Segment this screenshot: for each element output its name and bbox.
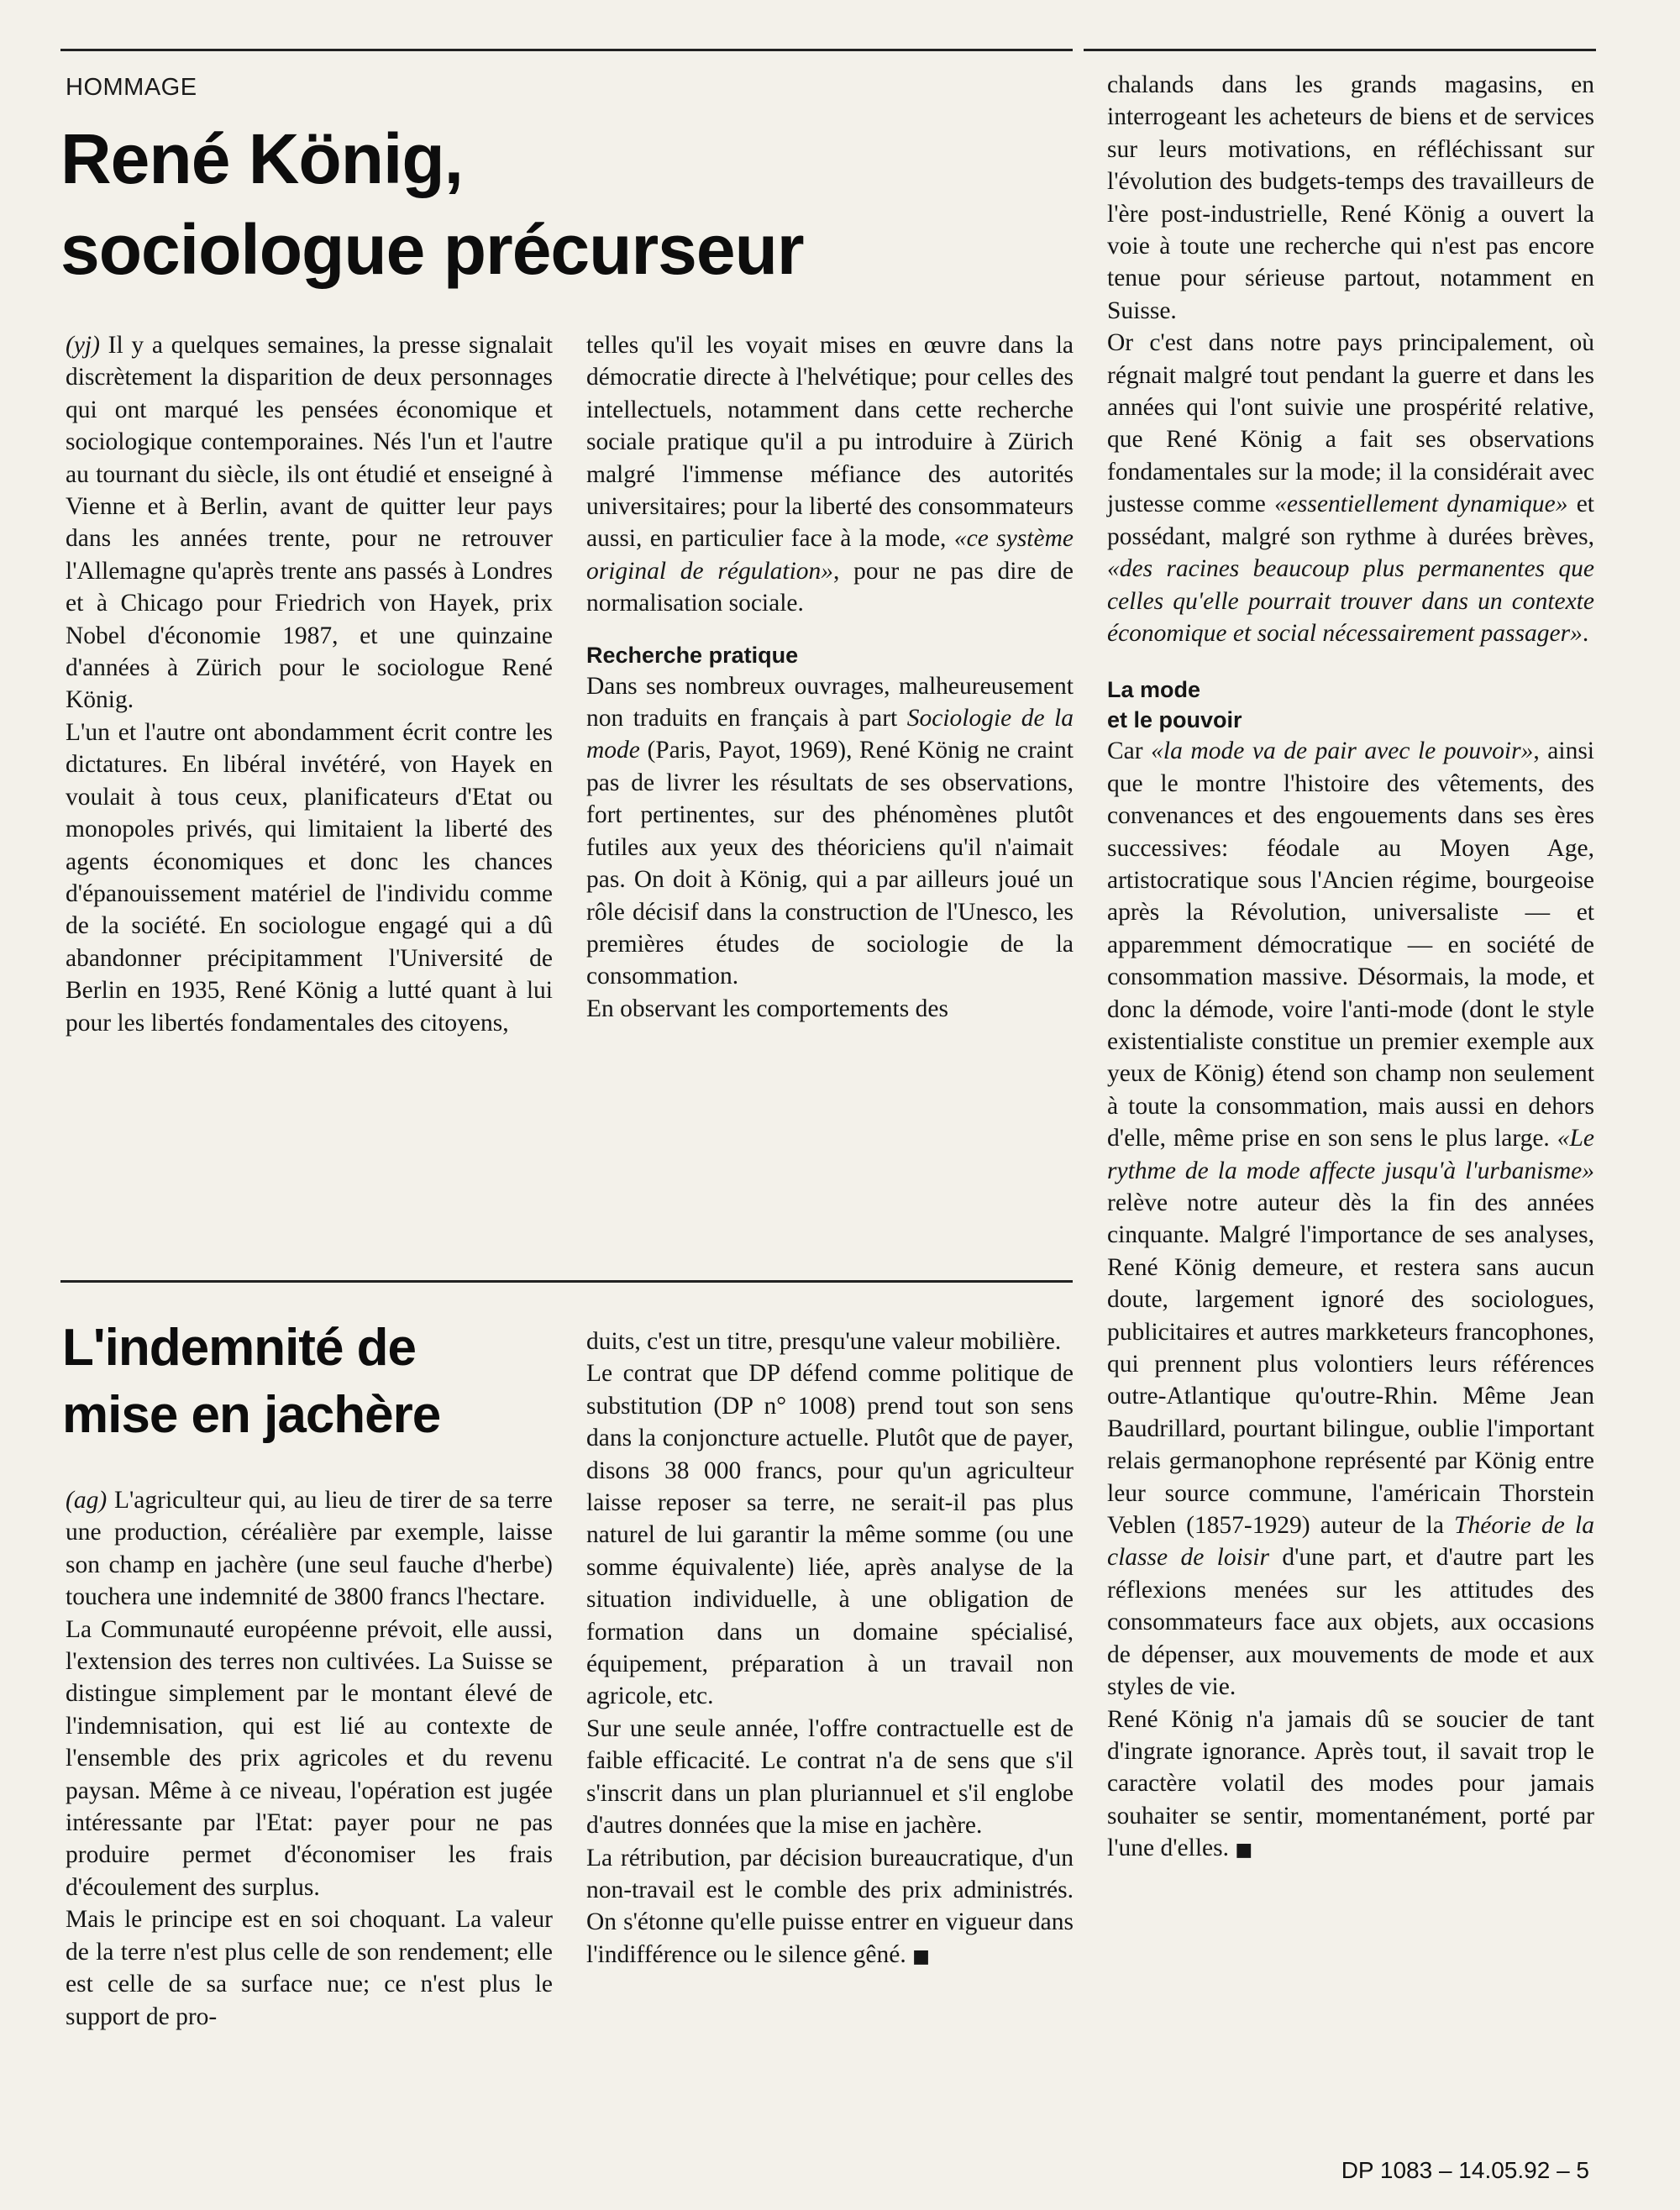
paragraph: En observant les comportements des — [586, 995, 948, 1022]
author-initials: (yj) — [66, 332, 100, 359]
article-title-line-2: sociologue précurseur — [60, 210, 804, 289]
page-footer: DP 1083 – 14.05.92 – 5 — [1341, 2157, 1589, 2183]
quote: «la mode va de pair avec le pouvoir» — [1151, 738, 1534, 765]
top-rule — [60, 49, 1073, 51]
paragraph: chalands dans les grands magasins, en interrogeant les acheteurs de biens et de services sur leurs motivations, en réfléchissant sur l'évolution des budgets-temps des travailleurs de l'ère post-industrielle, René König a ouvert la voie à toute une recherche qui n'est pas encore tenue pour sérieuse partout, notamment en Suisse. — [1107, 71, 1594, 324]
paragraph: Or c'est dans notre pays principalement, où régnait malgré tout pendant la guerre et dans les années qui l'ont suivie une prospérité relative, que René König a fait ses observations fondamentales sur la mode; il la considérait avec justesse comme «essentiellement dynamique» et possédant, malgré son rythme à durées brèves, «des racines beaucoup plus permanentes que celles qu'elle pourrait trouver dans un contexte économique et social nécessairement passager». — [1107, 329, 1594, 647]
article-title-line-1: René König, — [60, 119, 464, 198]
article2-title — [62, 1315, 533, 1449]
quote: «des racines beaucoup plus permanentes que celles qu'elle pourrait trouver dans un contexte économique et social nécessairement passager» — [1107, 555, 1594, 647]
paragraph: telles qu'il les voyait mises en œuvre dans la démocratie directe à l'helvétique; pour celles des intellectuels, notamment dans cette recherche sociale pratique qu'il a pu introduire à Zürich malgré l'immense méfiance des autorités universitaires; pour la liberté des consommateurs aussi, en particulier face à la mode, «ce système original de régulation», pour ne pas dire de normalisation sociale. — [586, 332, 1074, 617]
paragraph: Car «la mode va de pair avec le pouvoir», ainsi que le montre l'histoire des vêtements, des convenances et des engouements dans ses ères successives: féodale au Moyen Age, artistocratique sous l'Ancien régime, bourgeoise après la Révolution, universaliste — et apparemment démocratique — en société de consommation massive. Désormais, la mode, et donc la démode, voire l'anti-mode (dont le style existentialiste constitue un premier exemple aux yeux de König) étend son champ non seulement à toute la consommation, mais aussi en dehors d'elle, même prise en son sens le plus large. «Le rythme de la mode affecte jusqu'à l'urbanisme» relève notre auteur dès la fin des années cinquante. Malgré l'importance de ses analyses, René König demeure, et restera sans aucun doute, largement ignoré des sociologues, publicitaires et autres markketeurs francophones, qui prennent plus volontiers leurs références outre-Atlantique qu'outre-Rhin. Même Jean Baudrillard, pourtant bilingue, oublie l'important relais germanophone représenté par König entre leur source commune, l'américain Thorstein Veblen (1857-1929) auteur de la Théorie de la classe de loisir d'une part, et d'autre part les réflexions menées sur les attitudes des consommateurs face aux objets, aux occasions de dépenser, aux mouvements de mode et aux styles de vie. — [1107, 738, 1595, 1701]
quote: «ce système original de régulation» — [586, 525, 1074, 585]
section-kicker: HOMMAGE — [66, 74, 197, 101]
paragraph: La Communauté européenne prévoit, elle aussi, l'extension des terres non cultivées. La Suisse se distingue simplement par le montant élevé de l'indemnisation, qui est lié au contexte de l'ensemble des prix agricoles et du revenu paysan. Même à ce niveau, l'opération est jugée intéressante par l'Etat: payer pour ne pas produire permet d'économiser les frais d'écoulement des surplus. — [66, 1615, 553, 1901]
end-mark: ■ — [912, 1945, 930, 1967]
paragraph: Sur une seule année, l'offre contractuelle est de faible efficacité. Le contrat n'a de sens que s'il s'inscrit dans un plan pluriannuel et s'il englobe d'autres données que la mise en jachère. — [586, 1714, 1074, 1840]
paragraph: René König n'a jamais dû se soucier de tant d'ingrate ignorance. Après tout, il savait trop le caractère volatil des modes pour jamais souhaiter se sentir, momentanément, porté par l'une d'elles. ■ — [1107, 1705, 1594, 1862]
paragraph: Le contrat que DP défend comme politique de substitution (DP n° 1008) prend tout son sens dans la conjoncture actuelle. Plutôt que de payer, disons 38 000 francs, pour qu'un agriculteur laisse reposer sa terre, ne serait-il pas plus naturel de lui garantir la même somme (ou une somme équivalente) liée, après analyse de la situation individuelle, à une obligation de formation dans un domaine spécialisé, équipement, préparation à un travail non agricole, etc. — [586, 1360, 1074, 1710]
article1-column-1 — [66, 329, 553, 1039]
article1-column-2 — [586, 329, 1074, 1025]
book-title: Théorie de la classe de loisir — [1107, 1512, 1594, 1572]
paragraph: L'un et l'autre ont abondamment écrit contre les dictatures. En libéral invétéré, von Hayek en voulait à tous ceux, planificateurs d'Etat ou monopoles privés, qui limitaient la liberté des agents économiques et donc les chances d'épanouissement matériel de l'individu comme de la société. En sociologue engagé qui a dû abandonner précipitamment l'Université de Berlin en 1935, René König a lutté quant à lui pour les libertés fondamentales des citoyens, — [66, 718, 553, 1037]
paragraph: duits, c'est un titre, presqu'une valeur mobilière. — [586, 1328, 1062, 1355]
paragraph: (yj) Il y a quelques semaines, la presse signalait discrètement la disparition de deux personnages qui ont marqué les pensées économique et sociologique contemporaines. Nés l'un et l'autre au tournant du siècle, ils ont étudié et enseigné à Vienne et à Berlin, avant de quitter leur pays dans les années trente, pour ne retrouver l'Allemagne qu'après trente ans passés à Londres et à Chicago pour Friedrich von Hayek, prix Nobel d'économie 1987, et une quinzaine d'années à Zürich pour le sociologue René König. — [66, 332, 553, 714]
quote: «essentiellement dynamique» — [1274, 491, 1568, 518]
section-divider — [60, 1280, 1073, 1283]
paragraph: (ag) L'agriculteur qui, au lieu de tirer de sa terre une production, céréalière par exemple, laisse son champ en jachère (une seul fauche d'herbe) touchera une indemnité de 3800 francs l'hectare. — [66, 1487, 553, 1611]
paragraph: La rétribution, par décision bureaucratique, d'un non-travail est le comble des prix administrés. On s'étonne qu'elle puisse entrer en vigueur dans l'indifférence ou le silence gêné. ■ — [586, 1844, 1074, 1968]
article1-column-3 — [1107, 69, 1594, 1867]
article2-title-line-1: L'indemnité de — [62, 1319, 416, 1377]
top-rule-right — [1084, 49, 1596, 51]
quote: «Le rythme de la mode affecte jusqu'à l'urbanisme» — [1107, 1125, 1594, 1184]
article2-title-line-2: mise en jachère — [62, 1386, 441, 1444]
article-title — [60, 113, 1068, 295]
book-title: Sociologie de la mode — [586, 705, 1074, 764]
paragraph: Dans ses nombreux ouvrages, malheureusement non traduits en français à part Sociologie de la mode (Paris, Payot, 1969), René König ne craint pas de livrer les résultats de ses observations, fort pertinentes, sur des phénomènes plutôt futiles aux yeux des théoriciens qu'il n'aimait pas. On doit à König, qui a par ailleurs joué un rôle décisif dans la construction de l'Unesco, les premières études de sociologie de la consommation. — [586, 672, 1074, 990]
end-mark: ■ — [1235, 1840, 1253, 1861]
subheading: Recherche pratique — [586, 642, 799, 668]
article2-column-1 — [66, 1484, 553, 2033]
article2-column-2 — [586, 1325, 1074, 1973]
author-initials: (ag) — [66, 1487, 108, 1514]
subheading: La mode et le pouvoir — [1107, 677, 1242, 733]
paragraph: Mais le principe est en soi choquant. La valeur de la terre n'est plus celle de son rendement; elle est celle de sa surface nue; ce n'est plus le support de pro- — [66, 1906, 553, 2030]
